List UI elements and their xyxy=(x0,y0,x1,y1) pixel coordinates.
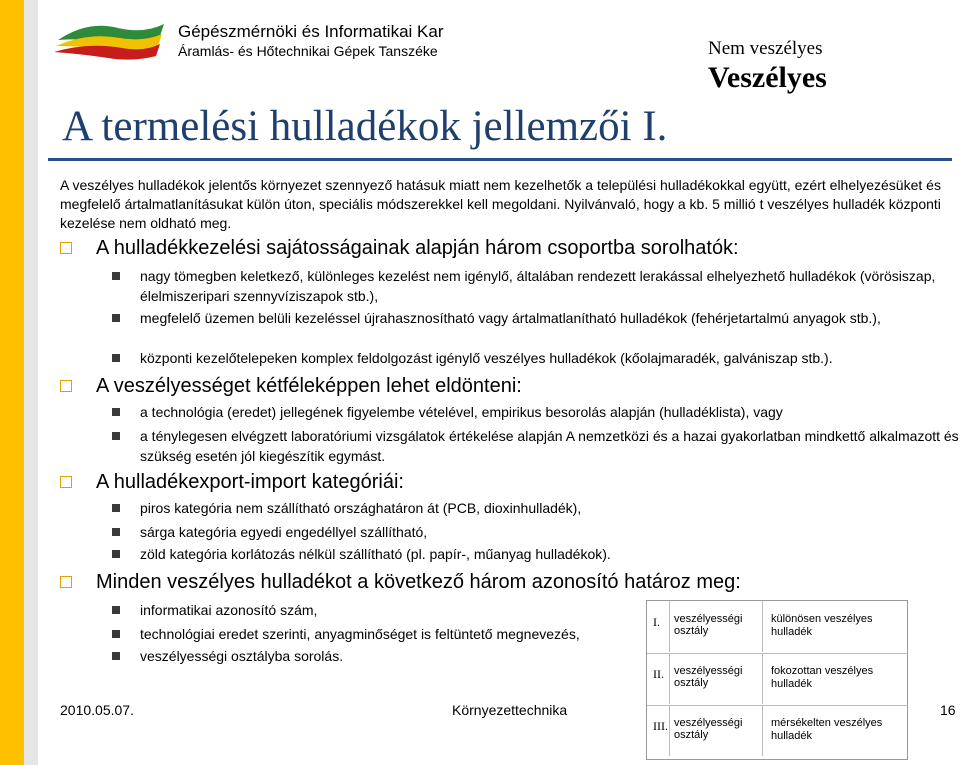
list-item xyxy=(140,308,960,328)
left-grey-stripe xyxy=(24,0,38,765)
square-bullet-icon xyxy=(60,576,72,588)
class-description: mérsékelten veszélyes hulladék xyxy=(771,717,883,742)
footer-date: 2010.05.07. xyxy=(60,702,134,718)
bullet-icon xyxy=(112,528,120,536)
institution-header xyxy=(178,22,444,60)
class-label: veszélyességi osztály xyxy=(669,705,763,756)
hazard-class-table xyxy=(646,600,908,760)
bullet-icon xyxy=(112,550,120,558)
bullet-icon xyxy=(112,354,120,362)
intro-paragraph: A veszélyes hulladékok jelentős környezet szennyező hatásuk miatt nem kezelhetők a települési hulladékokkal együtt, ezért elhelyezésüket és megfelelő ártalmatlanításukat külön úton, speciális módszerekkel kell megoldani. Nyilvánvaló, hogy a kb. 5 millió t veszélyes hulladék központi kezelése nem oldható meg. xyxy=(60,177,941,231)
bullet-icon xyxy=(112,504,120,512)
bullet-icon xyxy=(112,272,120,280)
hazardous-label: Veszélyes xyxy=(708,61,827,94)
list-item xyxy=(140,348,960,368)
section-heading-text: A veszélyességet kétféleképpen lehet eldönteni: xyxy=(96,375,522,397)
footer-subject: Környezettechnika xyxy=(452,702,568,718)
list-item-text: technológiai eredet szerinti, anyagminőséget is feltüntető megnevezés, xyxy=(140,626,580,642)
list-item xyxy=(140,522,960,542)
list-item xyxy=(140,402,960,422)
list-item xyxy=(140,544,960,564)
list-item xyxy=(140,266,960,306)
university-logo xyxy=(48,16,168,62)
section-heading-text: A hulladékkezelési sajátosságainak alapján három csoportba sorolhatók: xyxy=(96,237,739,259)
class-number: II. xyxy=(653,667,664,681)
square-bullet-icon xyxy=(60,380,72,392)
list-item-text: nagy tömegben keletkező, különleges kezelést nem igénylő, általában rendezett lerakással elhelyezhető hulladékok (vörösiszap, élelmiszeripari szennyvíziszapok stb.), xyxy=(140,268,936,304)
list-item-text: zöld kategória korlátozás nélkül szállítható (pl. papír-, műanyag hulladékok). xyxy=(140,546,611,562)
list-item-text: megfelelő üzemen belüli kezeléssel újrahasznosítható vagy ártalmatlanítható hulladékok (fehérjetartalmú anyagok stb.), xyxy=(140,310,881,326)
square-bullet-icon xyxy=(60,242,72,254)
bullet-icon xyxy=(112,432,120,440)
bullet-icon xyxy=(112,630,120,638)
list-item-text: informatikai azonosító szám, xyxy=(140,602,318,618)
list-item-text: sárga kategória egyedi engedéllyel szállítható, xyxy=(140,524,428,540)
class-description: különösen veszélyes hulladék xyxy=(771,613,873,638)
table-row xyxy=(647,705,907,757)
table-row xyxy=(647,653,907,706)
list-item-text: központi kezelőtelepeken komplex feldolgozást igénylő veszélyes hulladékok (kőolajmaradék, galvániszap stb.). xyxy=(140,350,833,366)
class-number: III. xyxy=(653,719,668,733)
list-item-text: veszélyességi osztályba sorolás. xyxy=(140,648,344,664)
table-row xyxy=(647,601,907,654)
list-item xyxy=(140,600,640,620)
title-rule xyxy=(48,158,952,161)
list-item xyxy=(140,426,960,466)
class-description: fokozottan veszélyes hulladék xyxy=(771,665,874,690)
not-hazardous-label: Nem veszélyes xyxy=(708,38,823,59)
class-label: veszélyességi osztály xyxy=(669,601,763,652)
bullet-icon xyxy=(112,314,120,322)
bullet-icon xyxy=(112,652,120,660)
list-item xyxy=(140,624,640,644)
slide-title: A termelési hulladékok jellemzői I. xyxy=(62,103,668,150)
faculty-name: Gépészmérnöki és Informatikai Kar xyxy=(178,22,444,41)
section-heading-text: A hulladékexport-import kategóriái: xyxy=(96,471,404,493)
list-item xyxy=(140,498,960,518)
bullet-icon xyxy=(112,606,120,614)
list-item-text: a technológia (eredet) jellegének figyelembe vételével, empirikus besorolás alapján (hulladéklista), vagy xyxy=(140,404,783,420)
section-heading-text: Minden veszélyes hulladékot a következő három azonosító határoz meg: xyxy=(96,571,741,593)
bullet-icon xyxy=(112,408,120,416)
class-number: I. xyxy=(653,615,660,629)
department-name: Áramlás- és Hőtechnikai Gépek Tanszéke xyxy=(178,43,438,59)
left-yellow-stripe xyxy=(0,0,24,765)
square-bullet-icon xyxy=(60,476,72,488)
hazard-badge xyxy=(708,38,827,96)
list-item-text: a ténylegesen elvégzett laboratóriumi vizsgálatok értékelése alapján A nemzetközi és a hazai gyakorlatban mindkettő alkalmazott és szükség esetén jól kiegészítik egymást. xyxy=(140,428,959,464)
page-number: 16 xyxy=(940,702,956,718)
list-item-text: piros kategória nem szállítható országhatáron át (PCB, dioxinhulladék), xyxy=(140,500,582,516)
class-label: veszélyességi osztály xyxy=(669,653,763,704)
list-item xyxy=(140,646,640,666)
